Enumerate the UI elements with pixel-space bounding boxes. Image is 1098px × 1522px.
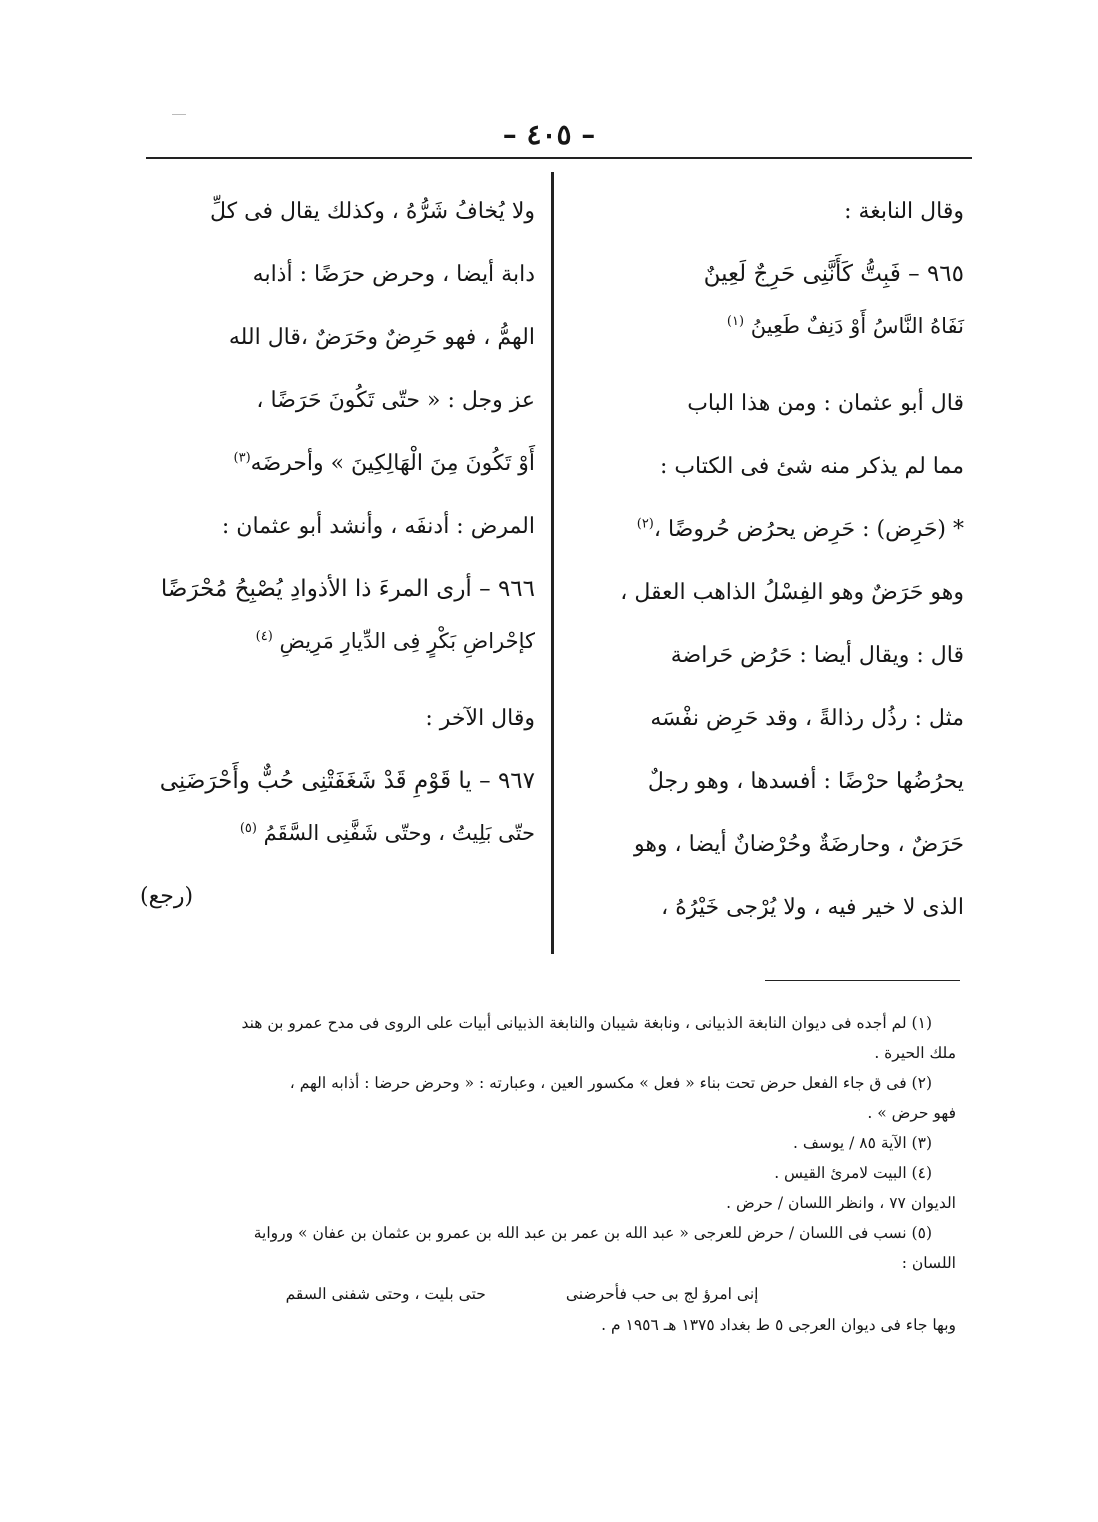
prose-line: أَوْ تَكُونَ مِنَ الْهَالِكِينَ » وأحرضَه$^{(٣)}$	[233, 450, 535, 476]
verse-967-first: ٩٦٧ – يا قَوْمِ قَدْ شَغَفَتْنِى حُبٌّ وأَحْرَضَنِى	[159, 768, 535, 794]
right-column	[572, 180, 964, 939]
footnote-ref-3: (٣)	[233, 450, 251, 466]
column-divider	[551, 172, 554, 954]
verse-965-first: ٩٦٥ – فَبِتُّ كَأَنَّنِى حَرِجٌ لَعِينٌ	[703, 261, 964, 287]
meter-label: (رجع)	[140, 884, 194, 909]
prose-line: يحرُضُها حرْضًا : أفسدها ، وهو رجلٌ	[647, 769, 964, 794]
page-number: – ٤٠٥ –	[502, 118, 596, 151]
footnote-line: وبها جاء فى ديوان العرجى ٥ ط بغداد ١٣٧٥ هـ ١٩٥٦ م .	[601, 1316, 956, 1334]
footnote-verse-second: حتى بليت ، وحتى شفنى السقم	[285, 1285, 486, 1303]
scan-mark	[172, 114, 186, 115]
prose-line: المرض : أدنفَه ، وأنشد أبو عثمان :	[221, 514, 535, 539]
prose-line: ولا يُخافُ شَرُّهُ ، وكذلك يقال فى كلِّ	[210, 199, 535, 224]
prose-line: الذى لا خير فيه ، ولا يُرْجى خَيْرُهُ ،	[661, 895, 964, 920]
intro-line: وقال الآخر :	[425, 706, 535, 731]
footnote-rule	[765, 980, 960, 981]
prose-line: قال : ويقال أيضا : حَرُض حَراضة	[670, 643, 964, 668]
footnote-ref-5: (٥)	[239, 821, 257, 836]
intro-line: وقال النابغة :	[844, 199, 964, 224]
prose-line: * (حَرِض) : حَرِض يحرُض حُروضًا ،$^{(٢)}$	[636, 516, 964, 542]
left-column	[140, 180, 535, 928]
footnote-line: (١) لم أجده فى ديوان النابغة الذبيانى ، ونابغة شيبان والنابغة الذبيانى أبيات على الروى فى مدح عمرو بن هند	[241, 1014, 932, 1032]
prose-line: حَرَضٌ ، وحارضَةٌ وحُرْضانٌ أيضا ، وهو	[633, 832, 964, 857]
footnote-ref-4: (٤)	[255, 629, 273, 644]
verse-966-second: كإحْراضِ بَكْرٍ فِى الدِّيارِ مَرِيضِ $^{(٤)}$	[255, 629, 535, 653]
footnote-line: الديوان ٧٧ ، وانظر اللسان / حرض .	[726, 1194, 956, 1212]
prose-line: وهو حَرَضٌ وهو الفِسْلُ الذاهب العقل ،	[620, 580, 964, 605]
footnote-verse	[148, 1278, 956, 1310]
prose-line: دابة أيضا ، وحرض حرَضًا : أذابه	[252, 262, 535, 287]
footnote-ref-1: (١)	[726, 314, 745, 329]
footnote-ref-2: (٢)	[636, 516, 654, 532]
prose-line: مثل : رذُل رذالةً ، وقد حَرِض نفْسَه	[650, 706, 964, 731]
footnote-verse-first: إنى امرؤ لج بى حب فأحرضنى	[565, 1285, 759, 1303]
footnote-line: اللسان :	[901, 1254, 956, 1272]
footnote-line: فهو حرض » .	[867, 1104, 956, 1122]
prose-line: عز وجل : « حتّى تَكُونَ حَرَضًا ،	[256, 388, 535, 413]
footnote-line: (٤) البيت لامرئ القيس .	[774, 1164, 932, 1182]
prose-line: مما لم يذكر منه شئ فى الكتاب :	[659, 454, 964, 479]
footnotes	[148, 1008, 956, 1340]
footnote-line: (٥) نسب فى اللسان / حرض للعرجى « عبد الله بن عمر بن عبد الله بن عمرو بن عثمان بن عفان » ورواية	[253, 1224, 932, 1242]
footnote-line: ملك الحيرة .	[874, 1044, 956, 1062]
verse-967-second: حتّى بَلِيتُ ، وحتّى شَفَّنِى السَّقَمُ $^{(٥)}$	[239, 821, 535, 845]
prose-line: قال أبو عثمان : ومن هذا الباب	[687, 391, 964, 416]
footnote-line: (٢) فى ق جاء الفعل حرض تحت بناء « فعل » مكسور العين ، وعبارته : « وحرض حرضا : أذابه الهم ،	[289, 1074, 932, 1092]
header-rule	[146, 157, 972, 159]
verse-966-first: ٩٦٦ – أرى المرءَ ذا الأذوادِ يُصْبِحُ مُحْرَضًا	[160, 576, 535, 602]
prose-line: الهمُّ ، فهو حَرِضٌ وحَرَضٌ ،قال الله	[228, 325, 535, 350]
footnote-line: (٣) الآية ٨٥ / يوسف .	[792, 1134, 932, 1152]
verse-965-second: نَفَاهُ النَّاسُ أَوْ دَنِفٌ طَعِينُ $^{(١)}$	[726, 314, 964, 338]
